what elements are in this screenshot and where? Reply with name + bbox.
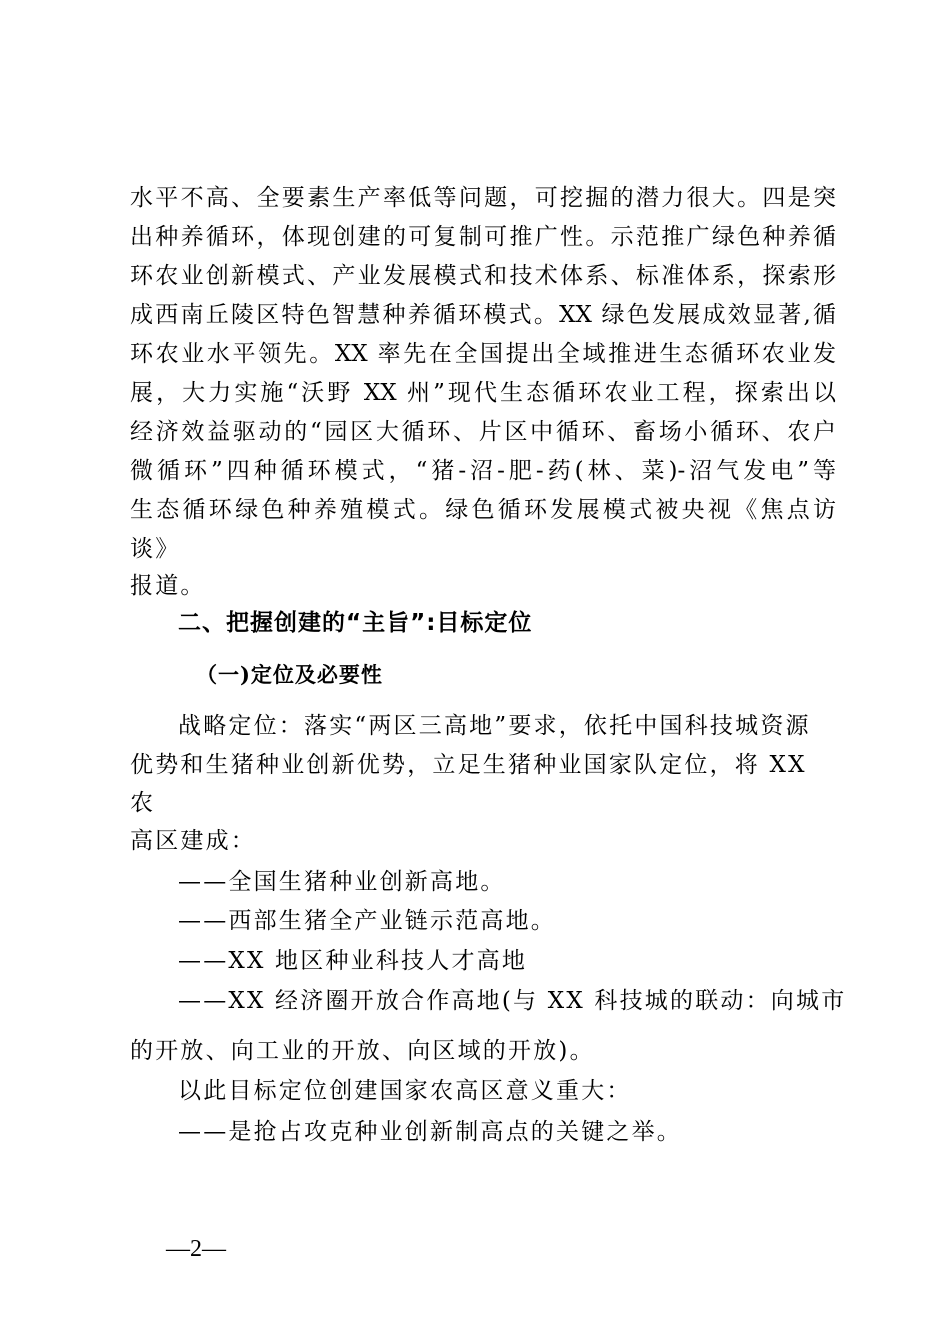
section-heading: 二、把握创建的“主旨”:目标定位: [178, 610, 533, 636]
strategy-line: 战略定位：落实“两区三高地”要求，依托中国科技城资源: [178, 713, 811, 739]
paragraph-line: 环农业创新模式、产业发展模式和技术体系、标准体系，探索形: [130, 263, 836, 289]
paragraph-line: 出种养循环，体现创建的可复制可推广性。示范推广绿色种养循: [130, 224, 836, 250]
significance-intro: 以此目标定位创建国家农高区意义重大：: [178, 1078, 632, 1104]
goal-item: ——西部生猪全产业链示范高地。: [178, 908, 556, 934]
paragraph-line: 环农业水平领先。XX 率先在全国提出全域推进生态循环农业发: [130, 341, 836, 367]
goal-item: ——全国生猪种业创新高地。: [178, 869, 506, 895]
paragraph-line: 谈》: [130, 536, 181, 562]
paragraph-line: 经济效益驱动的“园区大循环、片区中循环、畜场小循环、农户: [130, 419, 836, 445]
strategy-line: 高区建成：: [130, 828, 256, 854]
strategy-line: 农: [130, 790, 156, 816]
paragraph-line: 微循环”四种循环模式，“猪-沼-肥-药(林、菜)-沼气发电”等: [130, 458, 836, 484]
paragraph-line: 展，大力实施“沃野 XX 州”现代生态循环农业工程，探索出以: [130, 380, 836, 406]
goal-item-continuation: 的开放、向工业的开放、向区域的开放)。: [130, 1038, 595, 1064]
paragraph-line: 水平不高、全要素生产率低等问题，可挖掘的潜力很大。四是突: [130, 185, 836, 211]
significance-item: ——是抢占攻克种业创新制高点的关键之举。: [178, 1119, 682, 1145]
paragraph-line: 成西南丘陵区特色智慧种养循环模式。XX 绿色发展成效显著,循: [130, 302, 836, 328]
paragraph-line: 生态循环绿色种养殖模式。绿色循环发展模式被央视《焦点访: [130, 497, 836, 523]
subsection-heading: （一)定位及必要性: [196, 662, 383, 687]
goal-item: ——XX 经济圈开放合作高地(与 XX 科技城的联动：向城市: [178, 988, 847, 1014]
page-number: —2—: [166, 1236, 226, 1262]
goal-item: ——XX 地区种业科技人才高地: [178, 948, 528, 974]
strategy-line: 优势和生猪种业创新优势，立足生猪种业国家队定位，将 XX: [130, 752, 807, 778]
paragraph-line: 报道。: [130, 573, 206, 599]
